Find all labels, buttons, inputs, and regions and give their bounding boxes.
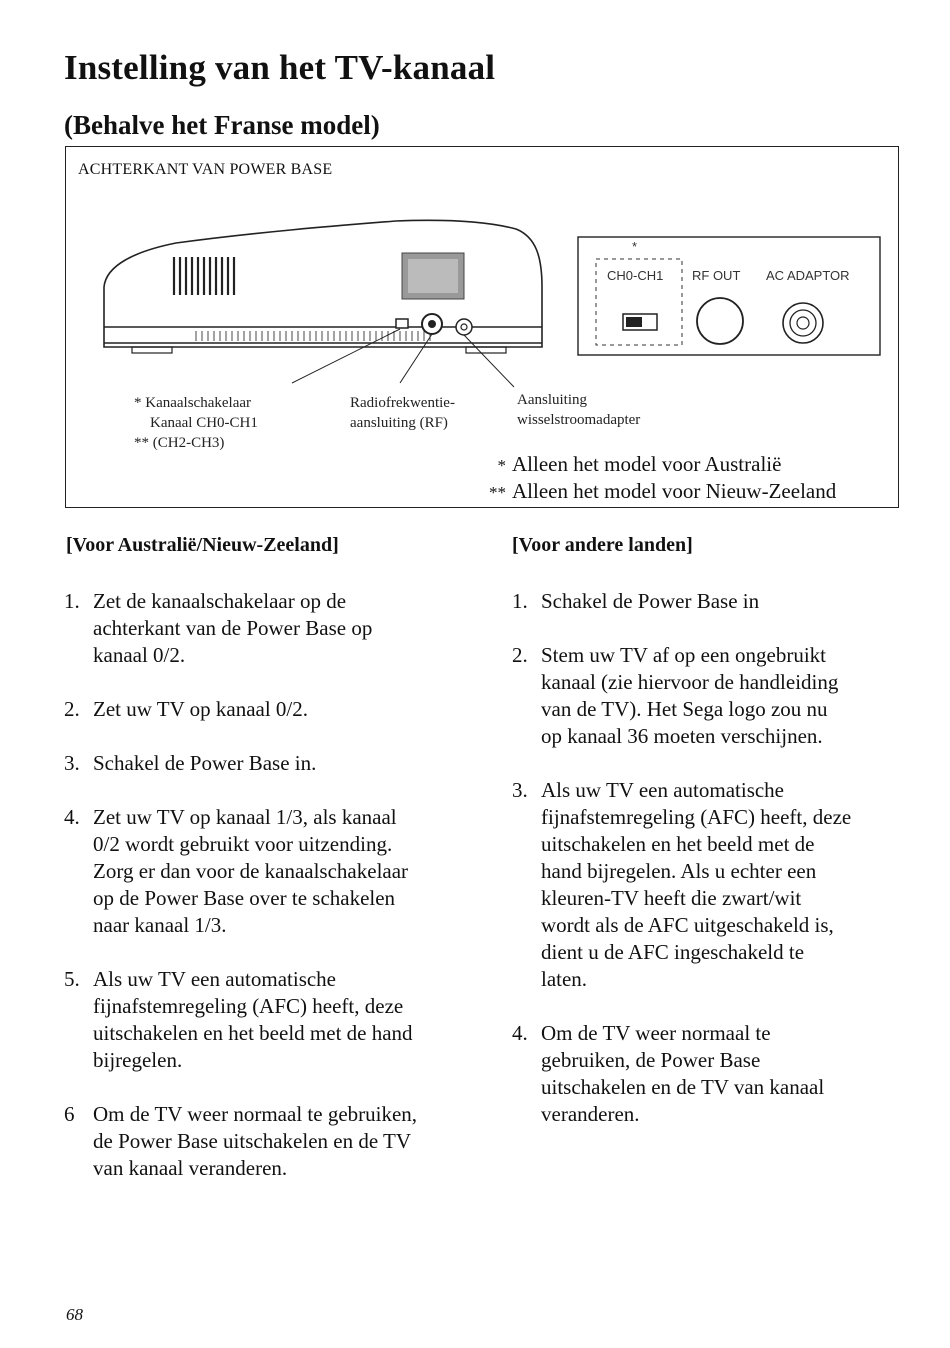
list-item-number: 1. <box>512 589 528 613</box>
switch-callout-line-1: * Kanaalschakelaar <box>134 395 252 411</box>
note-text: Alleen het model voor Australië <box>512 452 782 476</box>
page-title: Instelling van het TV-kanaal <box>64 48 496 87</box>
list-item-line: uitschakelen en het beeld met de hand <box>93 1021 413 1045</box>
list-item-number: 2. <box>64 697 80 721</box>
list-item-line: 0/2 wordt gebruikt voor uitzending. <box>93 832 393 856</box>
console-body <box>104 220 542 347</box>
list-item-number: 3. <box>64 751 80 775</box>
list-item-line: Om de TV weer normaal te gebruiken, <box>93 1102 418 1126</box>
list-item <box>64 804 494 939</box>
note-mark: ** <box>489 483 506 502</box>
left-instructions-list <box>64 588 494 1182</box>
list-item-line: gebruiken, de Power Base <box>541 1048 761 1072</box>
list-item <box>512 642 932 750</box>
right-column-heading: [Voor andere landen] <box>512 534 693 556</box>
list-item-line: hand bijregelen. Als u echter een <box>541 859 817 883</box>
ac-port-icon <box>456 319 472 335</box>
list-item-number: 6 <box>64 1102 75 1126</box>
left-column-heading: [Voor Australië/Nieuw-Zeeland] <box>66 534 339 556</box>
note-australia <box>484 451 781 479</box>
rear-view-figure <box>65 146 899 508</box>
list-item-line: fijnafstemregeling (AFC) heeft, deze <box>93 994 404 1018</box>
switch-callout-line-3: ** (CH2-CH3) <box>134 435 225 451</box>
adapter-callout-line-1: Aansluiting <box>517 392 587 408</box>
list-item <box>64 696 494 723</box>
list-item <box>512 777 932 993</box>
rf-callout-line-2: aansluiting (RF) <box>350 415 448 431</box>
right-instructions-list <box>512 588 932 1128</box>
list-item-line: kanaal 0/2. <box>93 643 186 667</box>
figure-header: ACHTERKANT VAN POWER BASE <box>78 161 333 178</box>
adapter-callout-line-2: wisselstroomadapter <box>517 412 641 428</box>
list-item-line: Zet uw TV op kanaal 1/3, als kanaal <box>93 805 397 829</box>
list-item-line: Schakel de Power Base in. <box>93 751 317 775</box>
adapter-callout <box>517 390 640 430</box>
list-item <box>512 1020 932 1128</box>
list-item-number: 4. <box>64 805 80 829</box>
list-item-line: dient u de AFC ingeschakeld te <box>541 940 805 964</box>
list-item-line: bijregelen. <box>93 1048 183 1072</box>
list-item-line: fijnafstemregeling (AFC) heeft, deze <box>541 805 852 829</box>
list-item-line: wordt als de AFC uitgeschakeld is, <box>541 913 834 937</box>
list-item-number: 5. <box>64 967 80 991</box>
list-item-line: Als uw TV een automatische <box>541 778 785 802</box>
list-item <box>64 966 494 1074</box>
rf-out-detail-icon <box>697 298 743 344</box>
list-item <box>64 750 494 777</box>
rf-callout <box>350 393 455 433</box>
list-item-line: naar kanaal 1/3. <box>93 913 227 937</box>
list-item-line: veranderen. <box>541 1102 640 1126</box>
channel-switch-icon <box>396 319 408 328</box>
list-item-line: Zorg er dan voor de kanaalschakelaar <box>93 859 409 883</box>
list-item-number: 1. <box>64 589 80 613</box>
bottom-grille <box>196 331 430 341</box>
list-item <box>64 588 494 669</box>
list-item-line: Zet de kanaalschakelaar op de <box>93 589 347 613</box>
page-subtitle: (Behalve het Franse model) <box>64 110 380 140</box>
switch-callout <box>134 393 258 453</box>
panel-star-mark: * <box>632 239 638 254</box>
list-item-line: Als uw TV een automatische <box>93 967 337 991</box>
list-item-line: op kanaal 36 moeten verschijnen. <box>541 724 823 748</box>
ac-adaptor-detail-icon <box>783 303 823 343</box>
list-item-line: kleuren-TV heeft die zwart/wit <box>541 886 802 910</box>
list-item-line: van kanaal veranderen. <box>93 1156 288 1180</box>
note-mark: * <box>497 456 506 475</box>
connector-panel <box>578 237 880 355</box>
list-item <box>64 1101 494 1182</box>
ch-switch-label: CH0-CH1 <box>607 268 664 283</box>
list-item-line: Zet uw TV op kanaal 0/2. <box>93 697 309 721</box>
list-item-number: 2. <box>512 643 528 667</box>
list-item <box>512 588 932 615</box>
list-item-line: uitschakelen en het beeld met de <box>541 832 815 856</box>
note-text: Alleen het model voor Nieuw-Zeeland <box>512 479 837 503</box>
vent-slots-icon <box>174 257 234 295</box>
rf-out-label: RF OUT <box>692 268 741 283</box>
list-item-line: achterkant van de Power Base op <box>93 616 373 640</box>
page-number: 68 <box>66 1305 83 1324</box>
list-item-line: van de TV). Het Sega logo zou nu <box>541 697 828 721</box>
rf-callout-line-1: Radiofrekwentie- <box>350 395 455 411</box>
list-item-line: kanaal (zie hiervoor de handleiding <box>541 670 839 694</box>
ac-adaptor-label: AC ADAPTOR <box>766 268 850 283</box>
list-item-line: Stem uw TV af op een ongebruikt <box>541 643 827 667</box>
list-item-number: 4. <box>512 1021 528 1045</box>
list-item-line: laten. <box>541 967 588 991</box>
list-item-line: uitschakelen en de TV van kanaal <box>541 1075 825 1099</box>
note-new-zealand <box>484 478 836 506</box>
list-item-line: de Power Base uitschakelen en de TV <box>93 1129 412 1153</box>
list-item-number: 3. <box>512 778 528 802</box>
list-item-line: Schakel de Power Base in <box>541 589 760 613</box>
list-item-line: Om de TV weer normaal te <box>541 1021 771 1045</box>
list-item-line: op de Power Base over te schakelen <box>93 886 396 910</box>
switch-callout-line-2: Kanaal CH0-CH1 <box>150 415 258 431</box>
